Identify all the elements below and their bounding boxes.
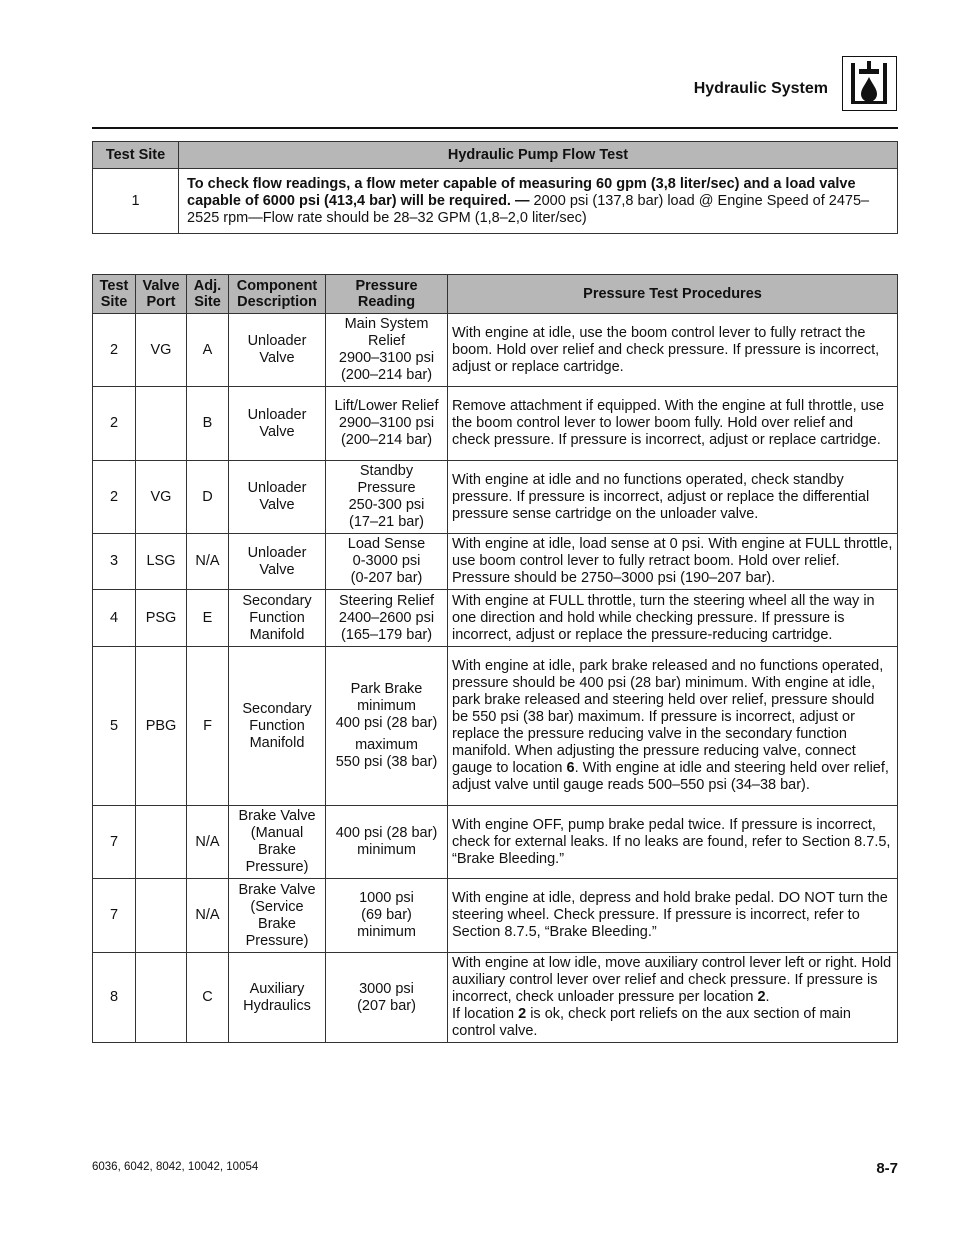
- cell-port: PBG: [136, 647, 187, 806]
- cell-port: [136, 879, 187, 953]
- cell-site: 3: [93, 534, 136, 590]
- header-test-site: Test Site: [93, 275, 136, 314]
- cell-reading: Park Brake minimum 400 psi (28 bar) maximum 550 psi (38 bar): [326, 647, 448, 806]
- cell-site: 2: [93, 461, 136, 534]
- cell-port: LSG: [136, 534, 187, 590]
- table-row: [93, 806, 898, 879]
- flow-test-description: [179, 169, 898, 234]
- flow-test-text: 2000 psi (137,8 bar) load @ Engine Speed of 2475–2525 rpm—Flow rate should be 28–32 GPM (1,8–2,0 liter/sec): [187, 192, 870, 226]
- table-row: [93, 314, 898, 387]
- pressure-test-table: [92, 274, 898, 1043]
- cell-site: 2: [93, 387, 136, 461]
- table-row: [93, 387, 898, 461]
- cell-adj: N/A: [187, 534, 229, 590]
- cell-port: VG: [136, 314, 187, 387]
- page-header-title: Hydraulic System: [693, 80, 828, 97]
- header-component: Component Description: [229, 275, 326, 314]
- cell-reading: Steering Relief 2400–2600 psi (165–179 bar): [326, 590, 448, 647]
- table-row: [93, 461, 898, 534]
- flow-table-header: [93, 142, 898, 169]
- cell-reading: 1000 psi (69 bar) minimum: [326, 879, 448, 953]
- flow-test-site: 1: [93, 169, 179, 234]
- flow-test-bold-text: To check flow readings, a flow meter capable of measuring 60 gpm (3,8 liter/sec) and a load valve capable of 6000 psi (413,4 bar) will be required. —: [187, 175, 856, 209]
- hydraulic-system-icon: [842, 56, 897, 111]
- cell-adj: E: [187, 590, 229, 647]
- cell-port: [136, 806, 187, 879]
- cell-site: 8: [93, 953, 136, 1043]
- cell-adj: A: [187, 314, 229, 387]
- cell-procedure: With engine at idle, park brake released and no functions operated, pressure should be 400 psi (28 bar) minimum. With engine at idle, park brake released and steering held over relief, pressure should be 550 psi (38 bar) maximum. If pressure is incorrect, adjust or replace the pressure reducing valve in the secondary function manifold. When adjusting the pressure reducing valve, connect gauge to location 6. With engine at idle and steering held over relief, adjust valve until gauge reads 500–550 psi (34–38 bar).: [448, 647, 898, 806]
- pressure-table-header: [93, 275, 898, 314]
- cell-component: Unloader Valve: [229, 534, 326, 590]
- cell-adj: N/A: [187, 879, 229, 953]
- cell-reading: 400 psi (28 bar) minimum: [326, 806, 448, 879]
- table-row: [93, 534, 898, 590]
- cell-component: Secondary Function Manifold: [229, 590, 326, 647]
- page-number: 8-7: [876, 1160, 898, 1177]
- cell-component: Unloader Valve: [229, 387, 326, 461]
- cell-procedure: With engine at idle, depress and hold brake pedal. DO NOT turn the steering wheel. Check pressure. If pressure is incorrect, refer to Section 8.7.5, “Brake Bleeding.”: [448, 879, 898, 953]
- header-reading: Pressure Reading: [326, 275, 448, 314]
- header-rule: [92, 127, 898, 129]
- cell-port: [136, 387, 187, 461]
- cell-adj: B: [187, 387, 229, 461]
- cell-component: Unloader Valve: [229, 461, 326, 534]
- table-row: [93, 590, 898, 647]
- cell-adj: D: [187, 461, 229, 534]
- flow-test-table: [92, 141, 898, 234]
- table-row: [93, 879, 898, 953]
- header-procedures: Pressure Test Procedures: [448, 275, 898, 314]
- footer-models: 6036, 6042, 8042, 10042, 10054: [92, 1161, 259, 1173]
- cell-procedure: Remove attachment if equipped. With the engine at full throttle, use the boom control lever to lower boom fully. Hold over relief and check pressure. If pressure is incorrect, adjust or replace cartridge.: [448, 387, 898, 461]
- flow-header-test-site: Test Site: [93, 142, 179, 169]
- cell-procedure: With engine at FULL throttle, turn the steering wheel all the way in one direction and hold while checking pressure. If pressure is incorrect, adjust or replace the pressure-reducing cartridge.: [448, 590, 898, 647]
- cell-reading: Standby Pressure 250-300 psi (17–21 bar): [326, 461, 448, 534]
- header-valve-port: Valve Port: [136, 275, 187, 314]
- table-row: [93, 647, 898, 806]
- cell-site: 7: [93, 879, 136, 953]
- cell-adj: N/A: [187, 806, 229, 879]
- cell-procedure: With engine at idle, load sense at 0 psi. With engine at FULL throttle, use boom control lever to fully retract boom. Hold over relief. Pressure should be 2750–3000 psi (190–207 bar).: [448, 534, 898, 590]
- cell-site: 7: [93, 806, 136, 879]
- cell-component: Auxiliary Hydraulics: [229, 953, 326, 1043]
- cell-reading: Load Sense 0-3000 psi (0-207 bar): [326, 534, 448, 590]
- cell-site: 2: [93, 314, 136, 387]
- cell-port: VG: [136, 461, 187, 534]
- cell-reading: 3000 psi (207 bar): [326, 953, 448, 1043]
- cell-procedure: With engine at low idle, move auxiliary control lever left or right. Hold auxiliary control lever over relief and check pressure. If pressure is incorrect, check unloader pressure per location 2. If location 2 is ok, check port reliefs on the aux section of main control valve.: [448, 953, 898, 1043]
- cell-adj: F: [187, 647, 229, 806]
- cell-reading: Lift/Lower Relief 2900–3100 psi (200–214 bar): [326, 387, 448, 461]
- cell-component: Brake Valve (Service Brake Pressure): [229, 879, 326, 953]
- table-row: [93, 953, 898, 1043]
- cell-procedure: With engine at idle, use the boom control lever to fully retract the boom. Hold over relief and check pressure. If pressure is incorrect, adjust or replace cartridge.: [448, 314, 898, 387]
- cell-port: PSG: [136, 590, 187, 647]
- cell-reading: Main System Relief 2900–3100 psi (200–214 bar): [326, 314, 448, 387]
- cell-site: 5: [93, 647, 136, 806]
- cell-component: Secondary Function Manifold: [229, 647, 326, 806]
- header-adj-site: Adj. Site: [187, 275, 229, 314]
- cell-site: 4: [93, 590, 136, 647]
- cell-procedure: With engine OFF, pump brake pedal twice. If pressure is incorrect, check for external leaks. If no leaks are found, refer to Section 8.7.5, “Brake Bleeding.”: [448, 806, 898, 879]
- cell-port: [136, 953, 187, 1043]
- cell-procedure: With engine at idle and no functions operated, check standby pressure. If pressure is incorrect, adjust or replace the differential pressure sense cartridge on the unloader valve.: [448, 461, 898, 534]
- flow-header-title: Hydraulic Pump Flow Test: [179, 142, 898, 169]
- cell-component: Brake Valve (Manual Brake Pressure): [229, 806, 326, 879]
- cell-component: Unloader Valve: [229, 314, 326, 387]
- cell-adj: C: [187, 953, 229, 1043]
- table-row: [93, 169, 898, 234]
